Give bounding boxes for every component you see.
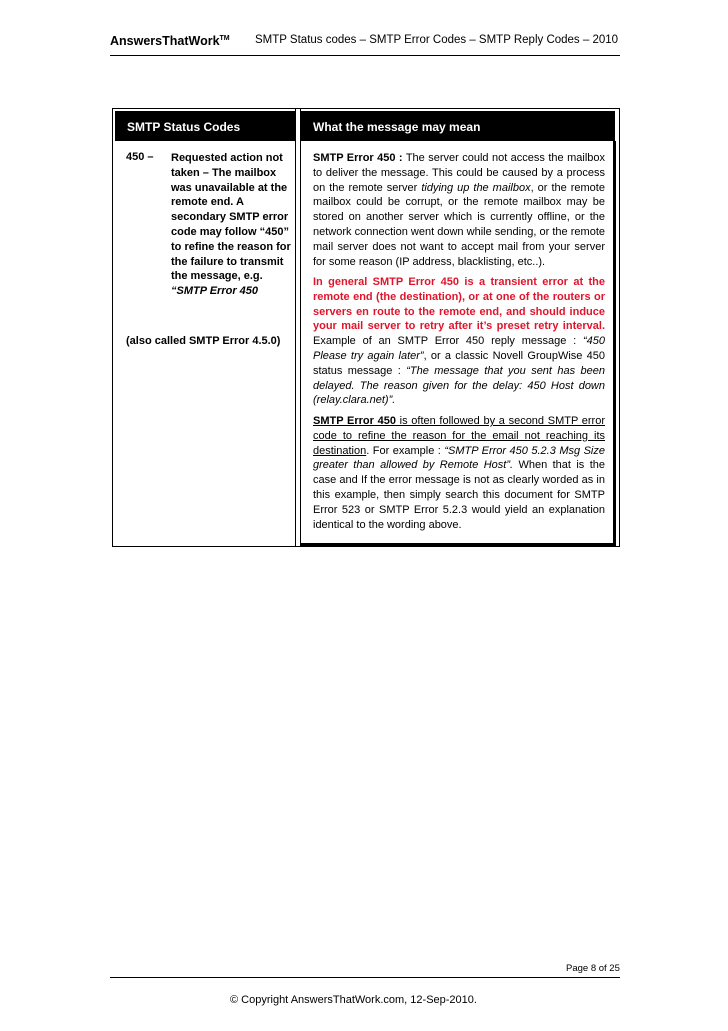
col1-header-cell [115, 111, 295, 141]
status-code-example: “SMTP Error 450 [171, 285, 259, 298]
page-header [110, 30, 620, 50]
copyright-notice: © Copyright AnswersThatWork.com, 12-Sep-2010. [230, 994, 477, 1006]
brand-name: AnswersThatWork™ [110, 34, 230, 48]
col2-header-cell [301, 111, 615, 141]
header-divider [110, 55, 620, 56]
trademark-mark: TM [219, 34, 230, 42]
meaning-paragraph-2: In general SMTP Error 450 is a transient error at the remote end (the destination), or at one of the routers or servers en route to the remote end, and should induce your mail server to retry after it’s preset retry interval. Example of an SMTP Error 450 reply message : “450 Please try again later”, or a classic Novell GroupWise 450 status message : “The message that you sent has been delayed. The reason given for the delay: 450 Host down (relay.clara.net)”. [313, 276, 606, 407]
status-code-description: Requested action not taken – The mailbox was unavailable at the remote end. A secondary SMTP error code may follow “450” to refine the reason for the failure to transmit the message, e.g. “SMTP Error 450 [171, 152, 291, 298]
header-title: SMTP Status codes – SMTP Error Codes – SMTP Reply Codes – 2010 [255, 34, 619, 46]
alternate-code-name: (also called SMTP Error 4.5.0) [126, 335, 281, 347]
status-code-table [112, 108, 620, 547]
page-number: Page 8 of 25 [566, 963, 620, 974]
col1-header: SMTP Status Codes [127, 120, 241, 134]
meaning-paragraph-3: SMTP Error 450 is often followed by a second SMTP error code to refine the reason for the email not reaching its destination. For example : “SMTP Error 450 5.2.3 Msg Size greater than allowed by Remote Host”. When that is the case and If the error message is not as clearly worded as in this example, then simply search this document for SMTP Error 523 or SMTP Error 5.2.3 would yield an explanation identical to the wording above. [313, 415, 605, 531]
meaning-paragraph-1: SMTP Error 450 : The server could not access the mailbox to deliver the message. This could be caused by a process on the remote server tidying up the mailbox, or the remote mailbox could be corrupt, or the remote mailbox may be stored on another server which is currently offline, or the network connection went down while sending, or the remote mail server does not want to accept mail from your server for some reason (IP address, blacklisting, etc..). [313, 152, 605, 268]
status-code: 450 – [126, 151, 154, 163]
col2-header: What the message may mean [313, 120, 481, 134]
footer-divider [110, 977, 620, 978]
